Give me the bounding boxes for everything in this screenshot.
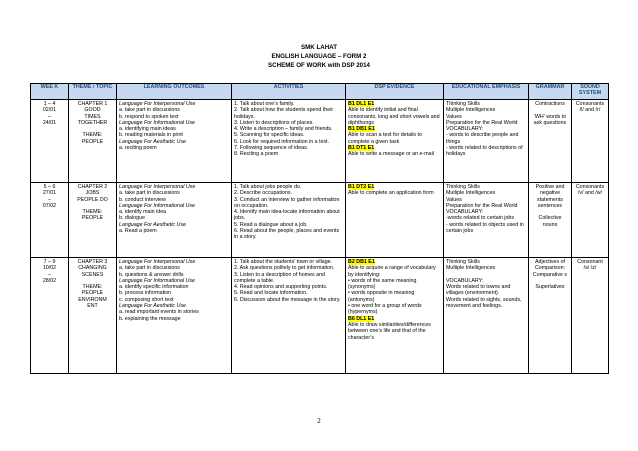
dsp-code-highlight: B1 DT2 E1 <box>348 184 375 190</box>
header-activities: ACTIVITIES <box>232 84 346 100</box>
theme-cell-line: PEOPLE <box>81 290 104 297</box>
educational-emphasis-cell-line: VOCABULARY: <box>446 209 484 216</box>
educational-emphasis-cell-line: Words related to sights, sounds, movement and feelings. <box>446 296 522 310</box>
theme-cell-line: JOBS <box>85 190 100 197</box>
educational-emphasis-cell-line: - words related to objects used in certain jobs <box>446 221 524 235</box>
learning-outcomes-cell-line: a. take part in discussions <box>119 265 180 272</box>
educational-emphasis-cell-line: Words related to towns and villages (environment). <box>446 284 511 297</box>
learning-outcomes-cell-line: c. composing short text <box>119 296 174 303</box>
learning-outcomes-cell <box>117 183 232 258</box>
activities-cell-line: 4. Write a description – family and friends. <box>234 126 333 133</box>
grammar-cell <box>529 100 572 183</box>
dsp-code-highlight: B1 DB1 E1 <box>348 126 375 133</box>
dsp-evidence-cell <box>346 100 444 183</box>
header-dsp-evidence: DSP EVIDENCE <box>346 84 444 100</box>
week-cell-line: 28/02 <box>42 277 57 284</box>
theme-cell-line: THEME: <box>82 284 103 291</box>
table-row <box>31 183 609 258</box>
learning-outcomes-cell-line: Language For Aesthetic Use <box>119 303 186 310</box>
educational-emphasis-cell-line: Thinking Skills <box>446 259 480 265</box>
dsp-code-highlight: B2 DB1 E1 <box>348 259 375 265</box>
educational-emphasis-cell-line: VOCABULARY: <box>446 277 484 284</box>
dsp-evidence-cell-line: • one word for a group of words (hypernyms) <box>348 303 422 316</box>
activities-cell-line: 5. Scanning for specific ideas. <box>234 132 305 139</box>
dsp-evidence-cell-line: • words opposite in meaning (antonyms) <box>348 290 415 303</box>
educational-emphasis-cell-line: -words related to certain jobs <box>446 215 515 222</box>
learning-outcomes-cell-line: Language For Informational Use <box>119 202 195 209</box>
theme-cell-line: PEOPLE DO <box>77 196 108 203</box>
educational-emphasis-cell-line: - words related to descriptions of holidays <box>446 145 523 158</box>
dsp-code-highlight: B6 DL1 E1 <box>348 315 375 322</box>
learning-outcomes-cell-line: Language For Aesthetic Use <box>119 221 186 228</box>
week-cell-line: – <box>48 271 51 278</box>
theme-cell <box>69 183 117 258</box>
dsp-evidence-cell-line: Able to acquire a range of vocabulary by identifying: <box>348 265 436 278</box>
activities-cell-line: 4. Identify main idea-locate information about jobs. <box>234 209 340 222</box>
sound-system-cell-line: Consonant /s/ /z/ <box>577 259 603 272</box>
educational-emphasis-cell-line: Thinking Skills <box>446 184 480 190</box>
learning-outcomes-cell-line: Language For Informational Use <box>119 277 195 284</box>
week-cell-line: 10/02 <box>42 265 57 272</box>
dsp-evidence-cell-line: Able to scan a text for details to complete a given task <box>348 132 422 145</box>
school-name: SMK LAHAT <box>301 44 337 51</box>
grammar-cell <box>529 183 572 258</box>
learning-outcomes-cell-line: b. reading materials in print <box>119 132 183 139</box>
educational-emphasis-cell-line: Multiple Intelligences <box>446 190 496 197</box>
subject-title: ENGLISH LANGUAGE – FORM 2 <box>271 53 367 60</box>
week-cell-line: – <box>48 113 51 120</box>
activities-cell-line: 5. Read and locate information. <box>234 290 308 297</box>
week-cell-line: 27/01 <box>42 190 57 197</box>
learning-outcomes-cell <box>117 100 232 183</box>
activities-cell-line: 3. Listen to a description of homes and complete a table. <box>234 271 325 284</box>
activities-cell <box>232 183 346 258</box>
week-cell-line: 1 – 4 <box>43 101 56 107</box>
dsp-evidence-cell-line: Able to write a message or an e-mail <box>348 151 434 158</box>
sound-system-cell <box>572 183 609 258</box>
theme-cell-line: TOGETHER <box>77 119 108 126</box>
theme-cell-line: TIMES <box>84 113 101 120</box>
learning-outcomes-cell-line: b. questions & answer drills <box>119 271 184 278</box>
theme-cell-line: CHAPTER 1 <box>77 101 108 107</box>
educational-emphasis-cell-line: - words to describe people and things <box>446 132 519 145</box>
dsp-code-highlight: B1 DL1 E1 <box>348 101 375 107</box>
theme-cell-line: THEME: <box>82 209 103 216</box>
table-header-row <box>31 84 609 100</box>
educational-emphasis-cell-line: VOCABULARY: <box>446 126 484 133</box>
theme-cell-line: SCENES <box>81 271 104 278</box>
activities-cell-line: 1. Talk about one’s family. <box>234 101 295 107</box>
activities-cell-line: 1. Talk about the students’ town or village. <box>234 259 333 265</box>
scheme-title: SCHEME OF WORK with DSP 2014 <box>268 62 370 69</box>
grammar-cell-line: ‘WH’ words to ask questions <box>533 113 567 126</box>
educational-emphasis-cell-line: Thinking Skills <box>446 101 480 107</box>
learning-outcomes-cell-line: b. dialogue <box>119 215 145 222</box>
learning-outcomes-cell-line: a. identify specific information <box>119 284 189 291</box>
learning-outcomes-cell-line: a. reciting poem <box>119 145 157 152</box>
activities-cell <box>232 100 346 183</box>
week-cell-line: 7 – 9 <box>43 259 56 265</box>
theme-cell-line: PEOPLE <box>81 215 104 222</box>
educational-emphasis-cell-line: Values <box>446 196 462 203</box>
learning-outcomes-cell-line: a. identifying main ideas <box>119 126 176 133</box>
activities-cell-line: 2. Describe occupations. <box>234 190 293 197</box>
header-learning-outcomes: LEARNING OUTCOMES <box>117 84 232 100</box>
learning-outcomes-cell-line: Language For Interpersonal Use <box>119 184 196 190</box>
activities-cell-line: 6. Look for required information in a text. <box>234 138 330 145</box>
learning-outcomes-cell-line: a. identify main idea <box>119 209 167 216</box>
week-cell-line: 5 – 6 <box>43 184 56 190</box>
dsp-evidence-cell-line: Able to draw similarities/differences between one’s life and that of the character’s <box>348 321 431 341</box>
week-cell-line: 24/01 <box>42 119 57 126</box>
grammar-cell-line: Contractions <box>535 101 565 107</box>
sound-system-cell-line: Consonants /v/ and /w/ <box>575 184 605 197</box>
sound-system-cell <box>572 100 609 183</box>
theme-cell <box>69 100 117 183</box>
header-week: WEE K <box>31 84 69 100</box>
theme-cell-line: ENVIRONM <box>78 296 107 303</box>
header-theme: THEME / TOPIC <box>69 84 117 100</box>
theme-cell-line: PEOPLE <box>81 138 104 145</box>
educational-emphasis-cell-line: Multiple Intelligences <box>446 265 496 272</box>
learning-outcomes-cell-line: Language For Informational Use <box>119 119 195 126</box>
activities-cell-line: 1. Talk about jobs people do. <box>234 184 302 190</box>
grammar-cell-line: Adjectives of Comparison: Comparative s <box>532 259 568 278</box>
sound-system-cell <box>572 258 609 374</box>
educational-emphasis-cell-line: Values <box>446 113 462 120</box>
activities-cell-line: 6. Discussion about the message in the story. <box>234 296 341 303</box>
learning-outcomes-cell-line: Language For Aesthetic Use <box>119 138 186 145</box>
learning-outcomes-cell-line: a. take part in discussions <box>119 107 180 114</box>
activities-cell <box>232 258 346 374</box>
table-row <box>31 100 609 183</box>
activities-cell-line: 4. Read opinions and supporting points. <box>234 284 328 291</box>
learning-outcomes-cell-line: a. read important events in stories <box>119 309 199 316</box>
header-educational-emphasis: EDUCATIONAL EMPHASIS <box>444 84 529 100</box>
week-cell-line: – <box>48 196 51 203</box>
theme-cell-line: ENT <box>87 303 98 310</box>
week-cell-line: 07/02 <box>42 202 57 209</box>
theme-cell-line: CHANGING <box>78 265 107 272</box>
learning-outcomes-cell-line: b. explaining the message <box>119 315 181 322</box>
document-heading <box>0 43 638 70</box>
dsp-evidence-cell-line: Able to complete an application form <box>348 190 434 197</box>
educational-emphasis-cell <box>444 183 529 258</box>
theme-cell <box>69 258 117 374</box>
dsp-evidence-cell <box>346 258 444 374</box>
learning-outcomes-cell-line: a. take part in discussions <box>119 190 180 197</box>
learning-outcomes-cell-line: b. process information <box>119 290 172 297</box>
educational-emphasis-cell-line: Preparation for the Real World <box>446 119 518 126</box>
learning-outcomes-cell-line: Language For Interpersonal Use <box>119 259 196 265</box>
table-row <box>31 258 609 374</box>
educational-emphasis-cell-line: Preparation for the Real World <box>446 202 518 209</box>
learning-outcomes-cell <box>117 258 232 374</box>
activities-cell-line: 3. Listen to descriptions of places. <box>234 119 314 126</box>
page-number: 2 <box>317 417 321 425</box>
educational-emphasis-cell-line: Multiple Intelligences <box>446 107 496 114</box>
dsp-evidence-cell-line: • words of the same meaning (synonyms) <box>348 277 417 291</box>
theme-cell-line: GOOD <box>84 107 101 114</box>
dsp-evidence-cell <box>346 183 444 258</box>
grammar-cell-line: Superlatives <box>535 284 565 291</box>
week-cell <box>31 258 69 374</box>
educational-emphasis-cell <box>444 100 529 183</box>
activities-cell-line: 7. Following sequence of ideas. <box>234 145 309 152</box>
sound-system-cell-line: Consonants /l/ and /r/ <box>575 101 605 114</box>
activities-cell-line: 2. Ask questions politely to get information. <box>234 265 335 272</box>
week-cell <box>31 100 69 183</box>
scheme-of-work-table <box>30 83 609 374</box>
dsp-code-highlight: B1 DT1 E1 <box>348 145 375 152</box>
learning-outcomes-cell-line: b. respond to spoken text <box>119 113 179 120</box>
activities-cell-line: 5. Read a dialogue about a job. <box>234 221 308 228</box>
activities-cell-line: 6. Read about the people, places and events in a story. <box>234 228 340 241</box>
week-cell-line: 02/01 <box>42 107 57 114</box>
week-cell <box>31 183 69 258</box>
learning-outcomes-cell-line: a. Read a poem <box>119 228 157 235</box>
theme-cell-line: THEME: <box>82 132 103 139</box>
theme-cell-line: CHAPTER 3 <box>77 259 108 265</box>
header-grammar: GRAMMAR <box>529 84 572 100</box>
theme-cell-line: CHAPTER 2 <box>77 184 108 190</box>
activities-cell-line: 2. Talk about how the students spend their holidays. <box>234 107 334 120</box>
activities-cell-line: 3. Conduct an interview to gather information on occupation. <box>234 196 340 209</box>
learning-outcomes-cell-line: Language For Interpersonal Use <box>119 101 196 107</box>
grammar-cell-line: Collective nouns <box>538 215 562 228</box>
grammar-cell-line: Positive and negative statements sentences <box>535 184 565 209</box>
educational-emphasis-cell <box>444 258 529 374</box>
learning-outcomes-cell-line: b. conduct interview <box>119 196 166 203</box>
dsp-evidence-cell-line: Able to identify initial and final consonants, long and short vowels and diphthongs <box>348 107 440 126</box>
activities-cell-line: 8. Reciting a poem <box>234 151 279 158</box>
header-sound-system: SOUND SYSTEM <box>572 84 609 100</box>
grammar-cell <box>529 258 572 374</box>
